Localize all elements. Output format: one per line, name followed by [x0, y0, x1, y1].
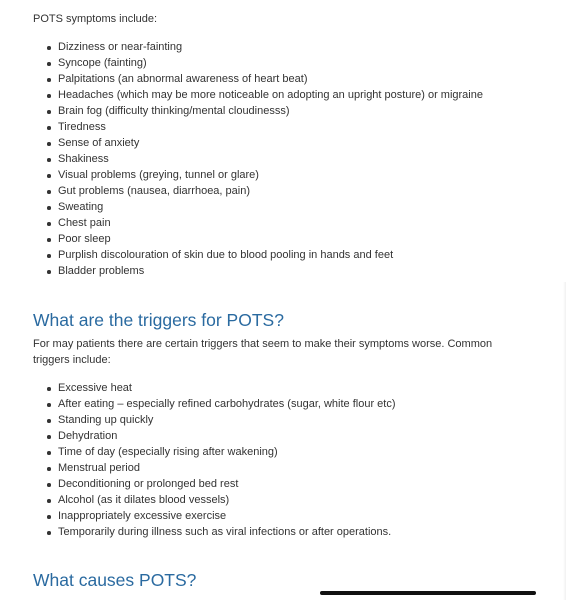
list-item: Deconditioning or prolonged bed rest: [58, 476, 396, 492]
home-indicator[interactable]: [320, 591, 536, 595]
list-item: Inappropriately excessive exercise: [58, 508, 396, 524]
list-item: Palpitations (an abnormal awareness of heart beat): [58, 71, 483, 87]
list-item: Temporarily during illness such as viral infections or after operations.: [58, 524, 396, 540]
list-item: Syncope (fainting): [58, 55, 483, 71]
list-item: Sweating: [58, 199, 483, 215]
list-item: Gut problems (nausea, diarrhoea, pain): [58, 183, 483, 199]
triggers-list: [33, 380, 396, 540]
causes-heading: What causes POTS?: [33, 570, 197, 590]
list-item: Brain fog (difficulty thinking/mental cloudinesss): [58, 103, 483, 119]
list-item: Poor sleep: [58, 231, 483, 247]
list-item: Dizziness or near-fainting: [58, 39, 483, 55]
triggers-heading: What are the triggers for POTS?: [33, 310, 284, 330]
list-item: Menstrual period: [58, 460, 396, 476]
list-item: Purplish discolouration of skin due to blood pooling in hands and feet: [58, 247, 483, 263]
list-item: Alcohol (as it dilates blood vessels): [58, 492, 396, 508]
list-item: Time of day (especially rising after wakening): [58, 444, 396, 460]
symptoms-intro: POTS symptoms include:: [33, 13, 158, 25]
list-item: Visual problems (greying, tunnel or glare): [58, 167, 483, 183]
list-item: Standing up quickly: [58, 412, 396, 428]
list-item: Sense of anxiety: [58, 135, 483, 151]
triggers-paragraph: For may patients there are certain triggers that seem to make their symptoms worse. Common triggers include:: [33, 338, 493, 366]
list-item: Headaches (which may be more noticeable on adopting an upright posture) or migraine: [58, 89, 483, 101]
list-item: Dehydration: [58, 428, 396, 444]
list-item: Shakiness: [58, 151, 483, 167]
list-item: After eating – especially refined carbohydrates (sugar, white flour etc): [58, 398, 396, 410]
list-item: Tiredness: [58, 119, 483, 135]
list-item: Bladder problems: [58, 263, 483, 279]
list-item: Chest pain: [58, 215, 483, 231]
list-item: Excessive heat: [58, 380, 396, 396]
symptoms-list: [33, 39, 483, 279]
